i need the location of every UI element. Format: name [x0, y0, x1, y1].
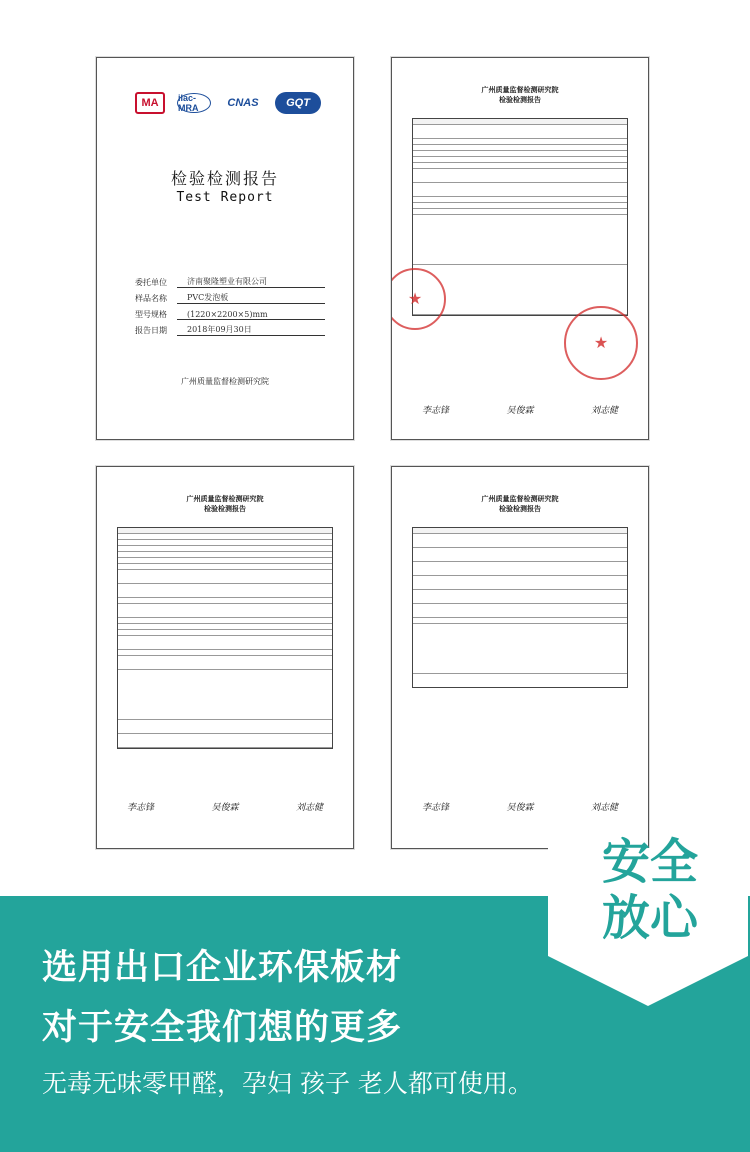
banner-headline: 选用出口企业环保板材	[42, 948, 403, 988]
signatures	[127, 800, 323, 813]
report-table	[412, 527, 628, 688]
official-stamp	[564, 306, 638, 380]
cover-field-value: 济南聚隆塑业有限公司	[177, 276, 325, 288]
report-header	[392, 86, 648, 106]
cover-field-key: 报告日期	[135, 326, 167, 335]
signature: 刘志健	[590, 406, 618, 416]
gqt-logo: GQT	[275, 92, 321, 114]
certification-logos	[135, 88, 333, 118]
report-title: 检验检测报告	[499, 506, 541, 513]
cover-subtitle: Test Report	[176, 190, 274, 205]
report-table	[117, 527, 333, 749]
ma-logo: MA	[135, 92, 165, 114]
report-table	[412, 118, 628, 316]
report-header	[392, 495, 648, 515]
safety-badge	[590, 834, 710, 946]
badge-arrow	[548, 956, 748, 1006]
report-header	[97, 495, 353, 515]
banner-tagline: 无毒无味零甲醛，孕妇 孩子 老人都可使用。	[42, 1069, 533, 1098]
report-org: 广州质量监督检测研究院	[186, 496, 264, 503]
signatures	[422, 403, 618, 416]
badge-line: 安全	[601, 834, 698, 890]
report-cover-page	[96, 57, 354, 440]
cover-field	[135, 272, 325, 288]
cover-field	[135, 288, 325, 304]
report-org: 广州质量监督检测研究院	[481, 87, 559, 94]
report-title: 检验检测报告	[204, 506, 246, 513]
cover-field-key: 型号规格	[135, 310, 167, 319]
cnas-logo: CNAS	[227, 97, 259, 109]
signature: 吴俊霖	[211, 803, 239, 813]
report-org: 广州质量监督检测研究院	[481, 496, 559, 503]
signature: 刘志健	[295, 803, 323, 813]
report-title: 检验检测报告	[499, 97, 541, 104]
cover-field-key: 样品名称	[135, 294, 167, 303]
signature: 吴俊霖	[506, 406, 534, 416]
cover-title: 检验检测报告	[170, 169, 279, 188]
banner-headline-2: 对于安全我们想的更多	[42, 1008, 403, 1048]
signature: 李志锋	[422, 406, 450, 416]
signature: 李志锋	[422, 803, 450, 813]
cover-organization: 广州质量监督检测研究院	[181, 377, 269, 386]
ilac-mra-logo: ilac-MRA	[177, 93, 211, 113]
report-page-1	[391, 57, 649, 440]
official-stamp	[391, 268, 446, 330]
signature: 刘志健	[590, 803, 618, 813]
badge-line: 放心	[601, 890, 698, 946]
cover-field-value: (1220×2200×5)mm	[177, 310, 325, 320]
signature: 李志锋	[127, 803, 155, 813]
cover-field-value: 2018年09月30日	[177, 324, 325, 336]
report-page-2	[96, 466, 354, 849]
cover-field	[135, 304, 325, 320]
cover-fields	[135, 272, 325, 336]
signature: 吴俊霖	[506, 803, 534, 813]
cover-field	[135, 320, 325, 336]
report-page-4	[391, 466, 649, 849]
signatures	[422, 800, 618, 813]
cover-field-key: 委托单位	[135, 278, 167, 287]
cover-field-value: PVC发泡板	[177, 292, 325, 304]
